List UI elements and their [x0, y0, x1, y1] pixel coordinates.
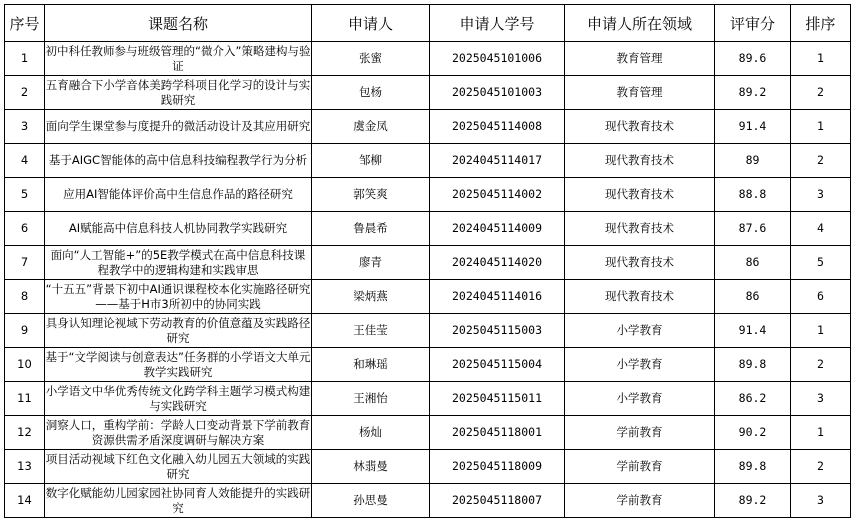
header-rank[interactable]: 排序	[791, 5, 851, 42]
cell-field[interactable]: 教育管理	[565, 42, 715, 76]
cell-no[interactable]: 10	[5, 348, 45, 382]
cell-applicant[interactable]: 王湘怡	[312, 382, 430, 416]
cell-score[interactable]: 89	[715, 144, 791, 178]
cell-field[interactable]: 学前教育	[565, 450, 715, 484]
cell-topic[interactable]: 五育融合下小学音体美跨学科项目化学习的设计与实践研究	[45, 76, 312, 110]
cell-score[interactable]: 89.8	[715, 450, 791, 484]
cell-no[interactable]: 12	[5, 416, 45, 450]
cell-no[interactable]: 7	[5, 246, 45, 280]
table-row	[5, 416, 851, 450]
cell-topic[interactable]: 面向学生课堂参与度提升的微活动设计及其应用研究	[45, 110, 312, 144]
cell-rank[interactable]: 1	[791, 416, 851, 450]
cell-applicant[interactable]: 邹柳	[312, 144, 430, 178]
cell-rank[interactable]: 1	[791, 42, 851, 76]
cell-applicant[interactable]: 梁炳燕	[312, 280, 430, 314]
cell-topic[interactable]: 基于AIGC智能体的高中信息科技编程教学行为分析	[45, 144, 312, 178]
cell-score[interactable]: 89.2	[715, 484, 791, 518]
cell-topic[interactable]: 洞察人口，重构学前：学龄人口变动背景下学前教育资源供需矛盾深度调研与解决方案	[45, 416, 312, 450]
table-row	[5, 280, 851, 314]
cell-topic[interactable]: 小学语文中华优秀传统文化跨学科主题学习模式构建与实践研究	[45, 382, 312, 416]
table-row	[5, 76, 851, 110]
cell-no[interactable]: 13	[5, 450, 45, 484]
cell-student-id[interactable]: 2025045114008	[430, 110, 565, 144]
cell-student-id[interactable]: 2024045114017	[430, 144, 565, 178]
cell-topic[interactable]: 项目活动视域下红色文化融入幼儿园五大领域的实践研究	[45, 450, 312, 484]
cell-topic[interactable]: AI赋能高中信息科技人机协同教学实践研究	[45, 212, 312, 246]
cell-applicant[interactable]: 鲁晨希	[312, 212, 430, 246]
cell-student-id[interactable]: 2025045101003	[430, 76, 565, 110]
cell-student-id[interactable]: 2025045115004	[430, 348, 565, 382]
cell-applicant[interactable]: 包杨	[312, 76, 430, 110]
cell-applicant[interactable]: 孙思曼	[312, 484, 430, 518]
cell-score[interactable]: 91.4	[715, 314, 791, 348]
cell-topic[interactable]: 数字化赋能幼儿园家园社协同育人效能提升的实践研究	[45, 484, 312, 518]
cell-applicant[interactable]: 郭笑爽	[312, 178, 430, 212]
cell-field[interactable]: 现代教育技术	[565, 178, 715, 212]
cell-field[interactable]: 小学教育	[565, 314, 715, 348]
cell-topic[interactable]: 初中科任教师参与班级管理的“微介入”策略建构与验证	[45, 42, 312, 76]
cell-score[interactable]: 87.6	[715, 212, 791, 246]
cell-student-id[interactable]: 2025045118007	[430, 484, 565, 518]
header-row	[5, 5, 851, 42]
cell-score[interactable]: 91.4	[715, 110, 791, 144]
table-row	[5, 144, 851, 178]
cell-no[interactable]: 11	[5, 382, 45, 416]
cell-no[interactable]: 6	[5, 212, 45, 246]
cell-field[interactable]: 教育管理	[565, 76, 715, 110]
cell-rank[interactable]: 5	[791, 246, 851, 280]
cell-score[interactable]: 86	[715, 280, 791, 314]
cell-rank[interactable]: 6	[791, 280, 851, 314]
cell-rank[interactable]: 3	[791, 382, 851, 416]
cell-topic[interactable]: “十五五”背景下初中AI通识课程校本化实施路径研究——基于H市3所初中的协同实践	[45, 280, 312, 314]
cell-score[interactable]: 89.2	[715, 76, 791, 110]
cell-field[interactable]: 学前教育	[565, 416, 715, 450]
cell-score[interactable]: 89.8	[715, 348, 791, 382]
table-row	[5, 110, 851, 144]
cell-score[interactable]: 90.2	[715, 416, 791, 450]
cell-field[interactable]: 现代教育技术	[565, 246, 715, 280]
header-no[interactable]: 序号	[5, 5, 45, 42]
cell-student-id[interactable]: 2025045115003	[430, 314, 565, 348]
cell-no[interactable]: 1	[5, 42, 45, 76]
cell-field[interactable]: 现代教育技术	[565, 212, 715, 246]
cell-student-id[interactable]: 2024045114020	[430, 246, 565, 280]
cell-rank[interactable]: 1	[791, 314, 851, 348]
cell-student-id[interactable]: 2024045114016	[430, 280, 565, 314]
table-row	[5, 382, 851, 416]
cell-student-id[interactable]: 2025045101006	[430, 42, 565, 76]
cell-applicant[interactable]: 和琳瑶	[312, 348, 430, 382]
table-header	[5, 5, 851, 42]
cell-score[interactable]: 88.8	[715, 178, 791, 212]
cell-field[interactable]: 小学教育	[565, 382, 715, 416]
cell-topic[interactable]: 应用AI智能体评价高中生信息作品的路径研究	[45, 178, 312, 212]
cell-rank[interactable]: 2	[791, 348, 851, 382]
cell-score[interactable]: 86.2	[715, 382, 791, 416]
header-field[interactable]: 申请人所在领域	[565, 5, 715, 42]
cell-applicant[interactable]: 林翡曼	[312, 450, 430, 484]
cell-rank[interactable]: 3	[791, 484, 851, 518]
cell-rank[interactable]: 2	[791, 76, 851, 110]
cell-student-id[interactable]: 2025045118001	[430, 416, 565, 450]
cell-no[interactable]: 5	[5, 178, 45, 212]
cell-student-id[interactable]: 2025045118009	[430, 450, 565, 484]
cell-topic[interactable]: 面向“人工智能+”的5E教学模式在高中信息科技课程教学中的逻辑构建和实践审思	[45, 246, 312, 280]
cell-applicant[interactable]: 张蜜	[312, 42, 430, 76]
cell-score[interactable]: 89.6	[715, 42, 791, 76]
cell-rank[interactable]: 2	[791, 450, 851, 484]
cell-score[interactable]: 86	[715, 246, 791, 280]
cell-applicant[interactable]: 杨灿	[312, 416, 430, 450]
cell-field[interactable]: 小学教育	[565, 348, 715, 382]
cell-no[interactable]: 3	[5, 110, 45, 144]
header-applicant[interactable]: 申请人	[312, 5, 430, 42]
cell-topic[interactable]: 具身认知理论视域下劳动教育的价值意蕴及实践路径研究	[45, 314, 312, 348]
cell-no[interactable]: 14	[5, 484, 45, 518]
cell-rank[interactable]: 4	[791, 212, 851, 246]
header-score[interactable]: 评审分	[715, 5, 791, 42]
cell-no[interactable]: 8	[5, 280, 45, 314]
cell-rank[interactable]: 2	[791, 144, 851, 178]
cell-applicant[interactable]: 廖青	[312, 246, 430, 280]
cell-applicant[interactable]: 虞金凤	[312, 110, 430, 144]
table-row	[5, 42, 851, 76]
header-student-id[interactable]: 申请人学号	[430, 5, 565, 42]
cell-no[interactable]: 4	[5, 144, 45, 178]
cell-rank[interactable]: 1	[791, 110, 851, 144]
results-table	[4, 4, 851, 518]
cell-student-id[interactable]: 2025045114002	[430, 178, 565, 212]
cell-no[interactable]: 9	[5, 314, 45, 348]
cell-field[interactable]: 现代教育技术	[565, 144, 715, 178]
table-row	[5, 450, 851, 484]
cell-field[interactable]: 现代教育技术	[565, 280, 715, 314]
table-body	[5, 42, 851, 518]
table-row	[5, 348, 851, 382]
cell-field[interactable]: 学前教育	[565, 484, 715, 518]
table-row	[5, 484, 851, 518]
table-row	[5, 314, 851, 348]
cell-topic[interactable]: 基于“文学阅读与创意表达”任务群的小学语文大单元教学实践研究	[45, 348, 312, 382]
cell-no[interactable]: 2	[5, 76, 45, 110]
table-row	[5, 212, 851, 246]
table-row	[5, 246, 851, 280]
cell-applicant[interactable]: 王佳莹	[312, 314, 430, 348]
header-topic[interactable]: 课题名称	[45, 5, 312, 42]
cell-student-id[interactable]: 2024045114009	[430, 212, 565, 246]
cell-rank[interactable]: 3	[791, 178, 851, 212]
cell-student-id[interactable]: 2025045115011	[430, 382, 565, 416]
table-row	[5, 178, 851, 212]
cell-field[interactable]: 现代教育技术	[565, 110, 715, 144]
